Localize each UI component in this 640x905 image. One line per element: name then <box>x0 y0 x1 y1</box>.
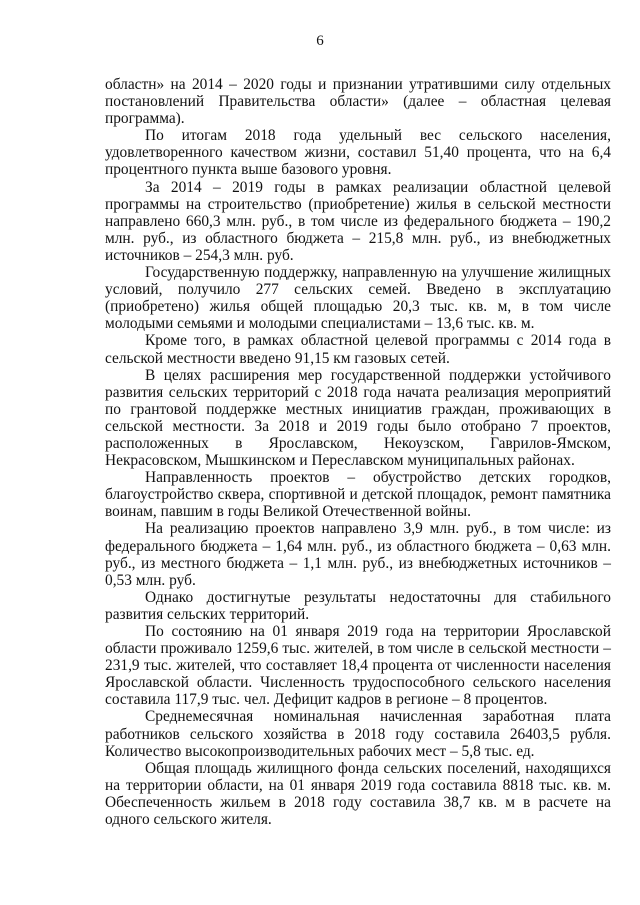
paragraph-4: Государственную поддержку, направленную на улучшение жилищных условий, получило 277 сельских семей. Введено в эксплуатацию (приобретено) жилья общей площадью 20,3 тыс. кв. м, в том числе молодыми семьями и молодыми специалистами – 13,6 тыс. кв. м. <box>105 264 611 333</box>
paragraph-6: В целях расширения мер государственной поддержки устойчивого развития сельских территорий с 2018 года начата реализация мероприятий по грантовой поддержке местных инициатив граждан, проживающих в сельской местности. За 2018 и 2019 годы было отобрано 7 проектов, расположенных в Ярославском, Некоузском, Гаврилов-Ямском, Некрасовском, Мышкинском и Переславском муниципальных районах. <box>105 366 611 470</box>
paragraph-12: Общая площадь жилищного фонда сельских поселений, находящихся на территории области, на 01 января 2019 года составила 8818 тыс. кв. м. Обеспеченность жильем в 2018 году составила 38,7 кв. м в расчете на одного сельского жителя. <box>105 759 611 829</box>
paragraph-8: На реализацию проектов направлено 3,9 млн. руб., в том числе: из федерального бюджета – 1,64 млн. руб., из областного бюджета – 0,63 млн. руб., из местного бюджета – 1,1 млн. руб., из внебюджетных источников – 0,53 млн. руб. <box>105 520 611 589</box>
paragraph-5: Кроме того, в рамках областной целевой программы с 2014 года в сельской местности введено 91,15 км газовых сетей. <box>105 332 611 367</box>
paragraph-1: областн» на 2014 – 2020 годы и признании утратившими силу отдельных постановлений Правительства области» (далее – областная целевая программа). <box>105 76 611 128</box>
paragraph-2: По итогам 2018 года удельный вес сельского населения, удовлетворенного качеством жизни, составил 51,40 процента, что на 6,4 процентного пункта выше базового уровня. <box>105 127 611 179</box>
paragraph-9: Однако достигнутые результаты недостаточны для стабильного развития сельских территорий. <box>105 588 611 623</box>
paragraph-7: Направленность проектов – обустройство детских городков, благоустройство сквера, спортивной и детской площадок, ремонт памятника воинам, павшим в годы Великой Отечественной войны. <box>105 469 611 521</box>
page-number: 6 <box>316 33 324 49</box>
document-body <box>105 76 611 828</box>
paragraph-10: По состоянию на 01 января 2019 года на территории Ярославской области проживало 1259,6 тыс. жителей, в том числе в сельской местности – 231,9 тыс. жителей, что составляет 18,4 процента от численности населения Ярославской области. Численность трудоспособного сельского населения составила 117,9 тыс. чел. Дефицит кадров в регионе – 8 процентов. <box>105 623 611 709</box>
paragraph-3: За 2014 – 2019 годы в рамках реализации областной целевой программы на строительство (приобретение) жилья в сельской местности направлено 660,3 млн. руб., в том числе из федерального бюджета – 190,2 млн. руб., из областного бюджета – 215,8 млн. руб., из внебюджетных источников – 254,3 млн. руб. <box>105 178 611 264</box>
paragraph-11: Среднемесячная номинальная начисленная заработная плата работников сельского хозяйства в 2018 году составила 26403,5 рубля. Количество высокопроизводительных рабочих мест – 5,8 тыс. ед. <box>105 708 611 760</box>
